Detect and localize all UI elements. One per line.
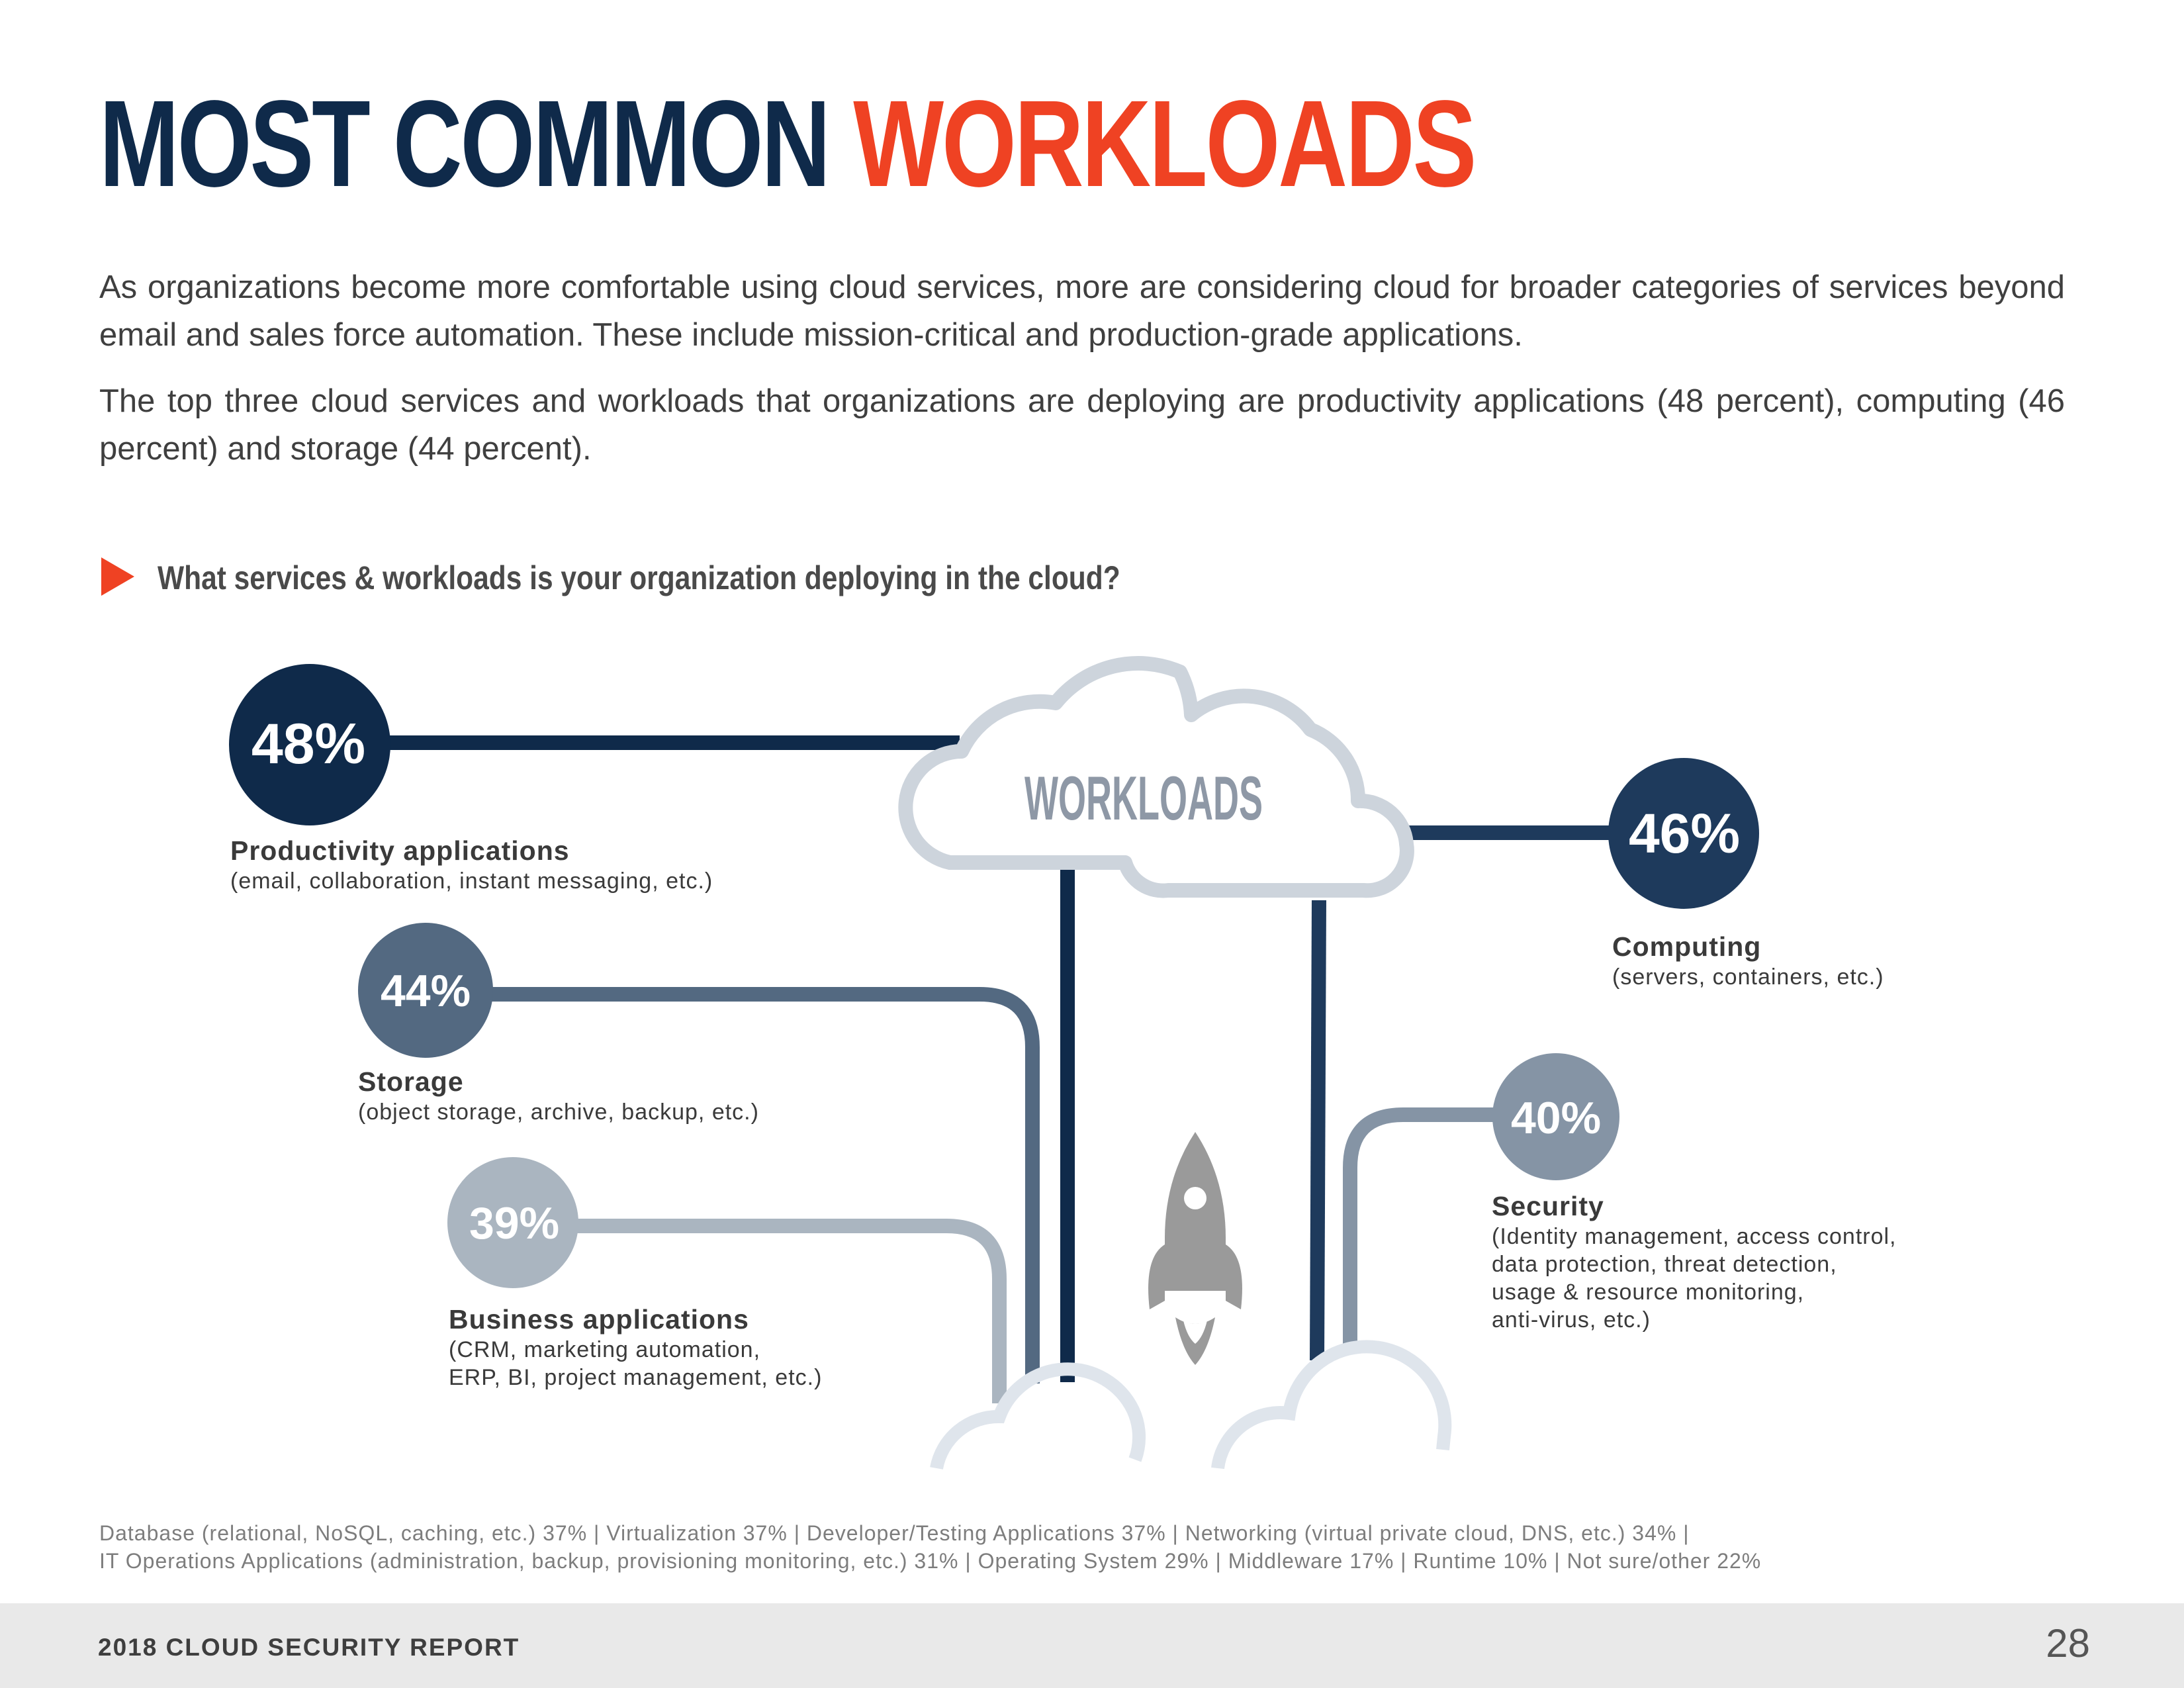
page-number: 28 (2046, 1621, 2090, 1665)
label-computing-desc: (servers, containers, etc.) (1612, 964, 1884, 990)
label-business-name: Business applications (449, 1304, 749, 1335)
label-storage-name: Storage (358, 1066, 464, 1097)
stat-value-security: 40% (1510, 1093, 1602, 1143)
label-computing (1612, 930, 1884, 991)
bottom-clouds (936, 1346, 1445, 1468)
label-security-desc: (Identity management, access control, data protection, threat detection, usage & resource monitoring, anti-virus, etc.) (1492, 1224, 1897, 1333)
label-productivity (230, 834, 713, 895)
other-responses-line-1: Database (relational, NoSQL, caching, etc.) 37% | Virtualization 37% | Developer/Testing Applications 37% | Networking (virtual private cloud, DNS, etc.) 34% | (99, 1521, 1690, 1545)
intro-paragraph-2: The top three cloud services and workloads that organizations are deploying are productivity applications (48 percent), computing (46 percent) and storage (44 percent). (99, 383, 2065, 467)
stat-circle-storage (358, 923, 493, 1058)
footer-bar (0, 1603, 2184, 1688)
label-business (449, 1303, 822, 1391)
label-productivity-desc: (email, collaboration, instant messaging, etc.) (230, 868, 713, 894)
other-responses-line-2: IT Operations Applications (administration, backup, provisioning monitoring, etc.) 31% | Operating System 29% | Middleware 17% | Runtime 10% | Not sure/other 22% (99, 1549, 1762, 1573)
stat-value-computing: 46% (1628, 802, 1741, 865)
stat-circle-business (447, 1157, 578, 1288)
cloud-icon (905, 662, 1407, 890)
title-dark-part: MOST COMMON (99, 75, 854, 212)
stat-circle-productivity (229, 664, 390, 825)
connector-computing-drop (1317, 900, 1319, 1360)
bottom-cloud-right (1218, 1346, 1445, 1468)
label-security (1492, 1190, 1897, 1334)
stat-circle-security (1492, 1053, 1619, 1180)
stat-value-productivity: 48% (251, 712, 366, 776)
label-productivity-name: Productivity applications (230, 835, 570, 866)
label-storage-desc: (object storage, archive, backup, etc.) (358, 1100, 759, 1125)
bottom-cloud-left (936, 1369, 1139, 1468)
report-title: 2018 CLOUD SECURITY REPORT (98, 1634, 520, 1661)
other-responses (99, 1519, 2118, 1575)
stat-value-storage: 44% (380, 966, 471, 1016)
title-accent-part: WORKLOADS (853, 75, 1475, 212)
intro-paragraph-1: As organizations become more comfortable using cloud services, more are considering cloud for broader categories of services beyond email and sales force automation. These include mission-critical and production-grade applications. (99, 269, 2065, 353)
stat-circle-computing (1608, 758, 1759, 909)
cloud-label: WORKLOADS (1024, 763, 1263, 833)
label-computing-name: Computing (1612, 931, 1762, 962)
label-business-desc: (CRM, marketing automation, ERP, BI, project management, etc.) (449, 1337, 823, 1390)
survey-question: What services & workloads is your organization deploying in the cloud? (158, 559, 1120, 596)
rocket-icon (1148, 1132, 1242, 1365)
stat-value-business: 39% (469, 1198, 560, 1248)
label-security-name: Security (1492, 1191, 1604, 1221)
label-storage (358, 1065, 759, 1126)
